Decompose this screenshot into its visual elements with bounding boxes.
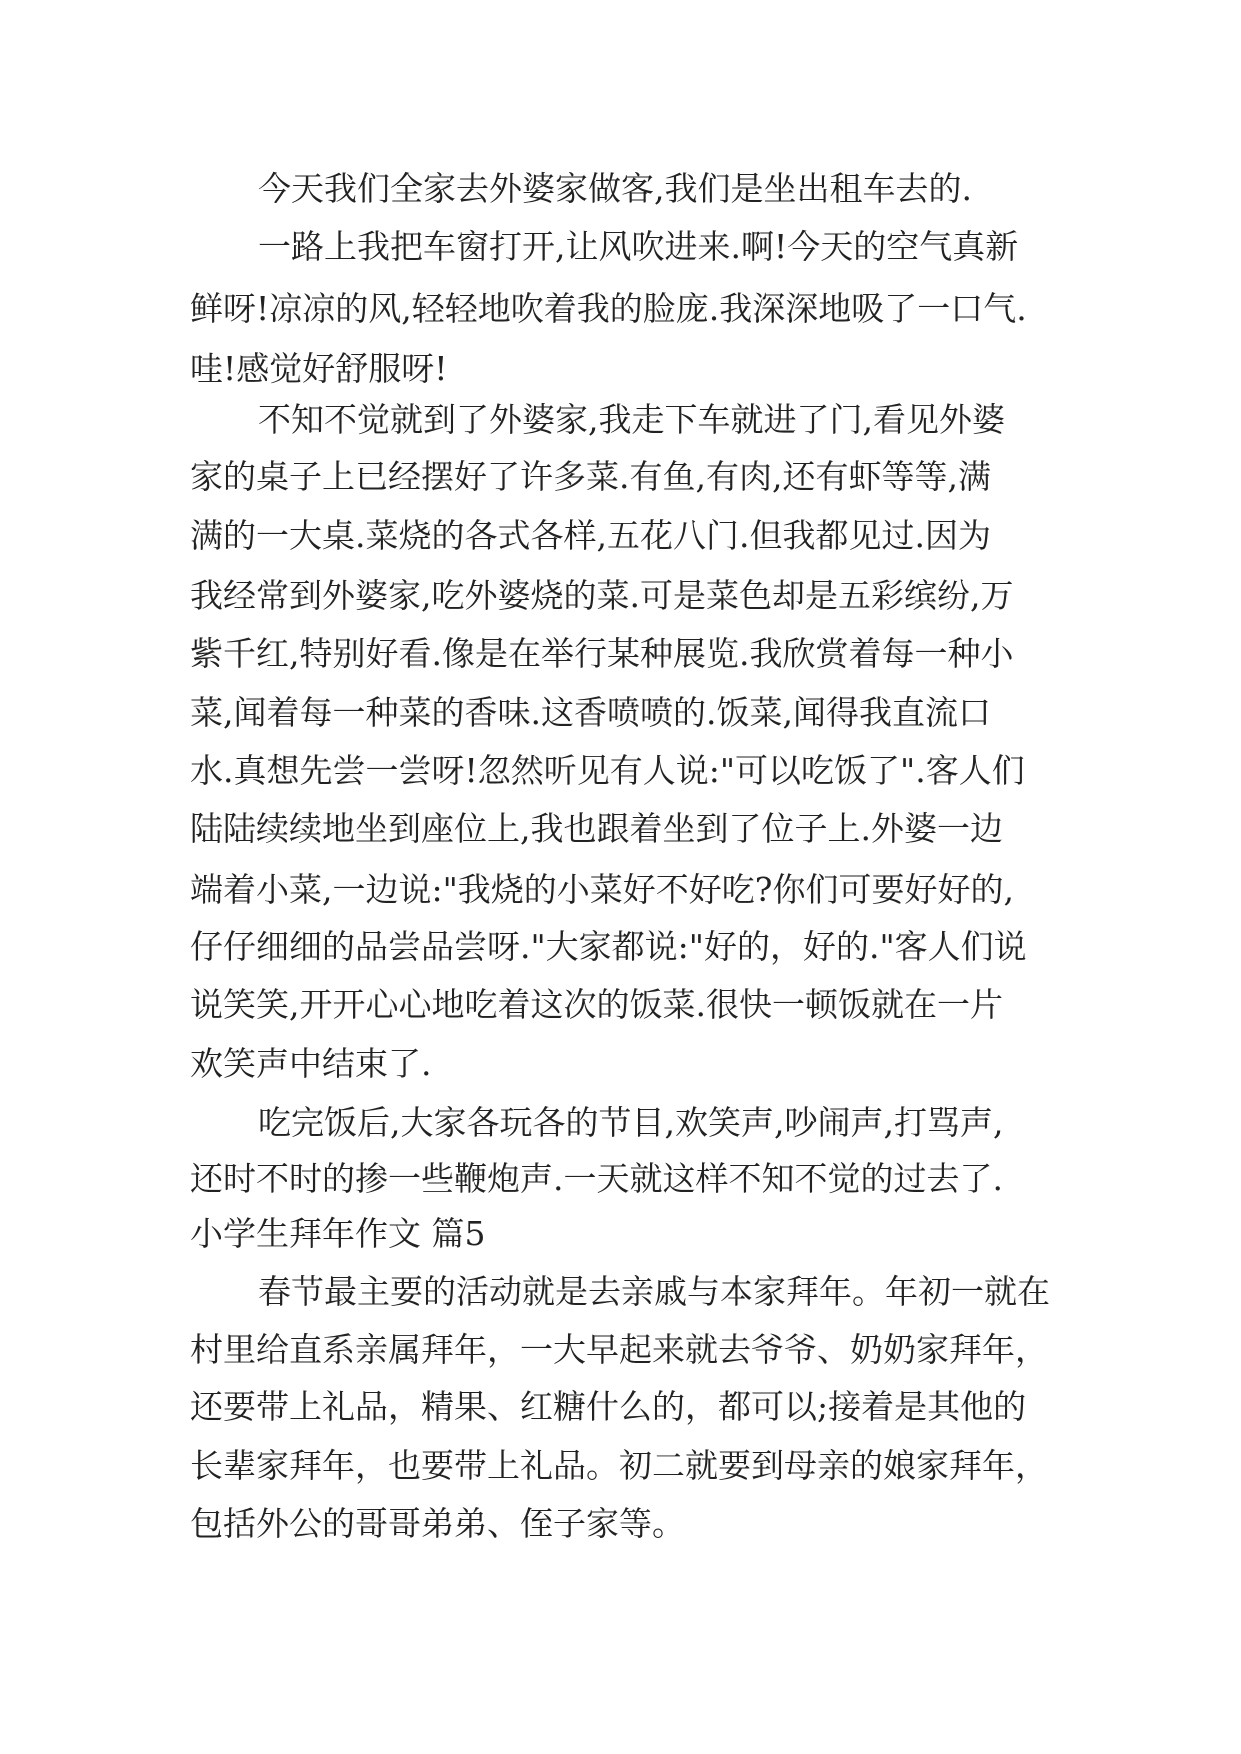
paragraph-line: 水.真想先尝一尝呀!忽然听见有人说:"可以吃饭了".客人们 [190, 751, 1025, 790]
paragraph-line: 不知不觉就到了外婆家,我走下车就进了门,看见外婆 [258, 400, 1005, 439]
paragraph-line: 包括外公的哥哥弟弟、侄子家等。 [190, 1504, 685, 1543]
paragraph-line: 村里给直系亲属拜年，一大早起来就去爷爷、奶奶家拜年， [190, 1330, 1048, 1369]
paragraph-line: 长辈家拜年，也要带上礼品。初二就要到母亲的娘家拜年， [190, 1446, 1048, 1485]
paragraph-line: 欢笑声中结束了. [190, 1044, 432, 1083]
paragraph-line: 一路上我把车窗打开,让风吹进来.啊!今天的空气真新 [258, 227, 1019, 266]
paragraph-line: 鲜呀!凉凉的风,轻轻地吹着我的脸庞.我深深地吸了一口气. [190, 289, 1027, 328]
paragraph-line: 菜,闻着每一种菜的香味.这香喷喷的.饭菜,闻得我直流口 [190, 693, 991, 732]
paragraph-line: 今天我们全家去外婆家做客,我们是坐出租车去的. [258, 169, 972, 208]
paragraph-line: 我经常到外婆家,吃外婆烧的菜.可是菜色却是五彩缤纷,万 [190, 576, 1014, 615]
paragraph-line: 春节最主要的活动就是去亲戚与本家拜年。年初一就在 [258, 1272, 1050, 1311]
paragraph-line: 还要带上礼品，精果、红糖什么的，都可以;接着是其他的 [190, 1387, 1027, 1426]
paragraph-line: 满的一大桌.菜烧的各式各样,五花八门.但我都见过.因为 [190, 516, 991, 555]
section-heading: 小学生拜年作文 篇5 [190, 1214, 486, 1253]
paragraph-line: 还时不时的掺一些鞭炮声.一天就这样不知不觉的过去了. [190, 1159, 1003, 1198]
paragraph-line: 紫千红,特别好看.像是在举行某种展览.我欣赏着每一种小 [190, 634, 1014, 673]
paragraph-line: 陆陆续续地坐到座位上,我也跟着坐到了位子上.外婆一边 [190, 809, 1003, 848]
paragraph-line: 说笑笑,开开心心地吃着这次的饭菜.很快一顿饭就在一片 [190, 985, 1003, 1024]
paragraph-line: 端着小菜,一边说:"我烧的小菜好不好吃?你们可要好好的, [190, 870, 1014, 909]
paragraph-line: 仔仔细细的品尝品尝呀."大家都说:"好的，好的."客人们说 [190, 927, 1027, 966]
paragraph-line: 哇!感觉好舒服呀! [190, 349, 448, 388]
paragraph-line: 吃完饭后,大家各玩各的节目,欢笑声,吵闹声,打骂声, [258, 1103, 1004, 1142]
paragraph-line: 家的桌子上已经摆好了许多菜.有鱼,有肉,还有虾等等,满 [190, 457, 991, 496]
